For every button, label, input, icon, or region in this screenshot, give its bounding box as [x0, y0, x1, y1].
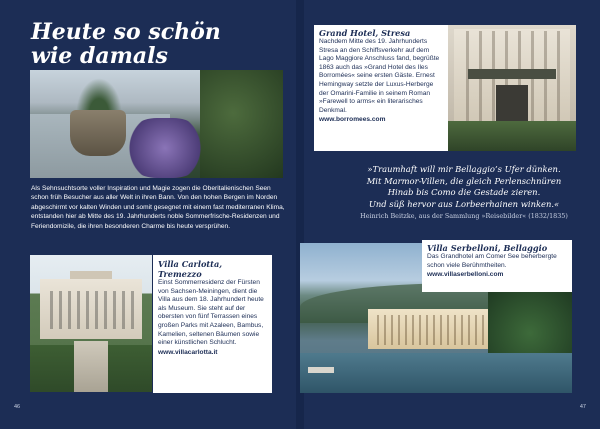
- page-number-right: 47: [579, 404, 586, 410]
- villa-carlotta-title-line-2: Tremezzo: [158, 269, 202, 279]
- villa-carlotta-title-line-1: Villa Carlotta,: [158, 259, 223, 269]
- villa-carlotta-title: [158, 259, 268, 279]
- lake-garden-photo: [30, 70, 283, 178]
- villa-carlotta-link[interactable]: www.villacarlotta.it: [158, 348, 218, 356]
- villa-carlotta-text: Einst Sommerresidenz der Fürsten von Sachsen-Meiningen, dient die Villa aus dem 18. Jahrhundert heute als Museum. Sie steht auf der obersten von fünf Terrassen eines großen Parks mit Azaleen, Bambus, Kamelien, seltenen Bäumen sowie einer künstlichen Schlucht.: [158, 279, 264, 347]
- villa-serbelloni-text: Das Grandhotel am Comer See beherbergte schon viele Berühmtheiten.: [427, 253, 557, 269]
- quote-line-2: Mit Marmor-Villen, die gleich Perlenschnüren: [366, 175, 562, 186]
- intro-paragraph: Als Sehnsuchtsorte voller Inspiration und Magie zogen die Oberitalienischen Seen schon früh Besucher aus aller Welt in ihren Bann. Von den hohen Bergen im Norden abgeschirmt vor kalten Winden und somit gesegnet mit einem fast mediterranen Klima, entstanden hier ab Mitte des 19. Jahrhunderts noble Sommerfrische-Residenzen und Feriendomizile, die ihren besonderen Charme bis heute versprühen.: [31, 185, 285, 230]
- title-line-2: wie damals: [31, 43, 168, 69]
- poem-quote: [344, 164, 584, 210]
- grand-hotel-title: Grand Hotel, Stresa: [319, 28, 411, 38]
- title-line-1: Heute so schön: [31, 19, 221, 45]
- page-title: [31, 20, 221, 68]
- right-page: [304, 0, 600, 429]
- quote-line-1: »Traumhaft will mir Bellaggio’s Ufer dünken.: [367, 164, 561, 174]
- villa-serbelloni-title: Villa Serbelloni, Bellaggio: [427, 243, 548, 253]
- villa-serbelloni-link[interactable]: www.villaserbelloni.com: [427, 271, 504, 279]
- grand-hotel-box: [314, 25, 448, 151]
- grand-hotel-link[interactable]: www.borromees.com: [319, 116, 386, 124]
- quote-line-3: Hinab bis Como die Gestade zieren.: [387, 187, 541, 198]
- grand-hotel-text: Nachdem Mitte des 19. Jahrhunderts Stresa an den Schiffsverkehr auf dem Lago Maggiore Anschluss fand, begrüßte 1863 auch das »Grand Hotel des Iles Borromées« seine ersten Gäste. Ernest Hemingway setzte der Luxus-Herberge der Omarini-Familie in seinem Roman »Farewell to arms« ein literarisches Denkmal.: [319, 38, 440, 114]
- villa-carlotta-photo: [30, 255, 152, 392]
- grand-hotel-photo: [448, 25, 576, 151]
- quote-line-4: Und süß hervor aus Lorbeerhainen winken.«: [368, 198, 560, 209]
- page-number-left: 46: [14, 404, 21, 410]
- villa-serbelloni-box: [422, 240, 572, 292]
- villa-carlotta-box: [153, 255, 272, 393]
- left-page: [0, 0, 296, 429]
- quote-source: Heinrich Beitzke, aus der Sammlung »Reisebilder« (1832/1835): [360, 212, 568, 220]
